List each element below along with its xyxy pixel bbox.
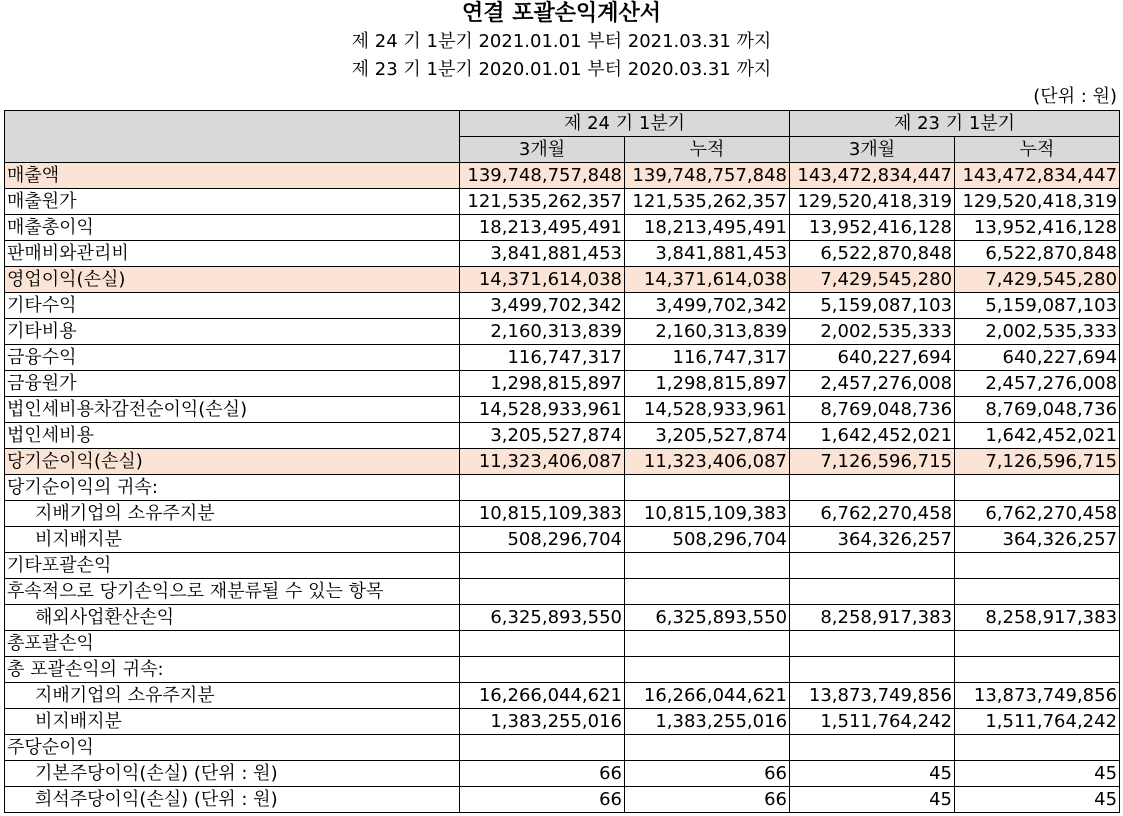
row-value-v2: 66 (625, 761, 790, 787)
table-row (5, 371, 1120, 397)
row-value-v3 (790, 631, 955, 657)
row-value-v4: 1,642,452,021 (955, 423, 1120, 449)
table-row (5, 527, 1120, 553)
table-row (5, 241, 1120, 267)
row-label: 지배기업의 소유주지분 (5, 683, 460, 709)
row-value-v4: 8,258,917,383 (955, 605, 1120, 631)
row-value-v4 (955, 475, 1120, 501)
row-value-v1: 1,383,255,016 (460, 709, 625, 735)
table-row (5, 267, 1120, 293)
row-value-v3: 13,873,749,856 (790, 683, 955, 709)
row-value-v1: 18,213,495,491 (460, 215, 625, 241)
row-value-v4: 6,522,870,848 (955, 241, 1120, 267)
row-value-v4: 8,769,048,736 (955, 397, 1120, 423)
row-label: 기타비용 (5, 319, 460, 345)
header-current-3month: 3개월 (460, 137, 625, 163)
row-value-v1: 1,298,815,897 (460, 371, 625, 397)
row-value-v4 (955, 579, 1120, 605)
row-value-v1 (460, 553, 625, 579)
row-value-v3: 143,472,834,447 (790, 163, 955, 189)
row-value-v1: 3,205,527,874 (460, 423, 625, 449)
row-label: 당기순이익(손실) (5, 449, 460, 475)
row-value-v2: 3,499,702,342 (625, 293, 790, 319)
row-label: 법인세비용 (5, 423, 460, 449)
row-value-v1: 121,535,262,357 (460, 189, 625, 215)
header-prior-cumulative: 누적 (955, 137, 1120, 163)
row-value-v2 (625, 553, 790, 579)
row-value-v4: 640,227,694 (955, 345, 1120, 371)
row-value-v1 (460, 657, 625, 683)
row-label: 지배기업의 소유주지분 (5, 501, 460, 527)
row-value-v2 (625, 631, 790, 657)
row-label: 주당순이익 (5, 735, 460, 761)
row-value-v4: 1,511,764,242 (955, 709, 1120, 735)
row-value-v2: 14,371,614,038 (625, 267, 790, 293)
row-value-v3: 5,159,087,103 (790, 293, 955, 319)
row-value-v1: 3,499,702,342 (460, 293, 625, 319)
row-label: 금융수익 (5, 345, 460, 371)
row-value-v2: 66 (625, 787, 790, 813)
row-label: 희석주당이익(손실) (단위 : 원) (5, 787, 460, 813)
period-current: 제 24 기 1분기 2021.01.01 부터 2021.03.31 까지 (351, 31, 772, 52)
row-value-v2 (625, 657, 790, 683)
row-value-v4: 45 (955, 787, 1120, 813)
row-value-v1: 14,371,614,038 (460, 267, 625, 293)
row-value-v2: 18,213,495,491 (625, 215, 790, 241)
report-title: 연결 포괄손익계산서 (462, 1, 661, 26)
row-value-v4: 6,762,270,458 (955, 501, 1120, 527)
period-prior: 제 23 기 1분기 2020.01.01 부터 2020.03.31 까지 (351, 59, 772, 80)
row-value-v4 (955, 735, 1120, 761)
row-value-v2: 3,205,527,874 (625, 423, 790, 449)
row-value-v3: 2,002,535,333 (790, 319, 955, 345)
row-value-v2: 10,815,109,383 (625, 501, 790, 527)
table-row (5, 657, 1120, 683)
row-value-v3: 1,642,452,021 (790, 423, 955, 449)
row-value-v2: 508,296,704 (625, 527, 790, 553)
row-value-v1 (460, 631, 625, 657)
row-value-v3 (790, 579, 955, 605)
row-label: 비지배지분 (5, 527, 460, 553)
header-prior-3month: 3개월 (790, 137, 955, 163)
row-value-v3: 129,520,418,319 (790, 189, 955, 215)
row-value-v4: 129,520,418,319 (955, 189, 1120, 215)
header-row-groups (5, 111, 1120, 137)
row-value-v1: 66 (460, 787, 625, 813)
row-label: 판매비와관리비 (5, 241, 460, 267)
row-value-v1 (460, 735, 625, 761)
row-value-v1: 16,266,044,621 (460, 683, 625, 709)
table-row (5, 475, 1120, 501)
row-value-v3: 364,326,257 (790, 527, 955, 553)
row-value-v3: 1,511,764,242 (790, 709, 955, 735)
table-row (5, 631, 1120, 657)
table-row (5, 709, 1120, 735)
table-row (5, 501, 1120, 527)
row-value-v3: 7,429,545,280 (790, 267, 955, 293)
report-header (0, 0, 1123, 84)
row-value-v3: 2,457,276,008 (790, 371, 955, 397)
table-row (5, 605, 1120, 631)
header-current-cumulative: 누적 (625, 137, 790, 163)
row-value-v3: 640,227,694 (790, 345, 955, 371)
row-value-v2: 121,535,262,357 (625, 189, 790, 215)
row-value-v3: 8,258,917,383 (790, 605, 955, 631)
table-row (5, 319, 1120, 345)
unit-label: (단위 : 원) (1033, 86, 1117, 107)
row-value-v4: 7,429,545,280 (955, 267, 1120, 293)
table-row (5, 683, 1120, 709)
row-label: 법인세비용차감전순이익(손실) (5, 397, 460, 423)
row-value-v4 (955, 631, 1120, 657)
row-value-v4: 45 (955, 761, 1120, 787)
header-group-prior: 제 23 기 1분기 (790, 111, 1120, 137)
row-label: 비지배지분 (5, 709, 460, 735)
row-value-v3: 7,126,596,715 (790, 449, 955, 475)
row-label: 해외사업환산손익 (5, 605, 460, 631)
row-value-v2: 2,160,313,839 (625, 319, 790, 345)
row-value-v2 (625, 579, 790, 605)
row-value-v1: 6,325,893,550 (460, 605, 625, 631)
table-row (5, 449, 1120, 475)
row-label: 총포괄손익 (5, 631, 460, 657)
row-value-v1 (460, 475, 625, 501)
row-label: 후속적으로 당기손익으로 재분류될 수 있는 항목 (5, 579, 460, 605)
row-value-v2: 116,747,317 (625, 345, 790, 371)
row-value-v2: 139,748,757,848 (625, 163, 790, 189)
table-row (5, 787, 1120, 813)
row-value-v2 (625, 475, 790, 501)
row-value-v4: 5,159,087,103 (955, 293, 1120, 319)
row-value-v4: 364,326,257 (955, 527, 1120, 553)
row-value-v4: 7,126,596,715 (955, 449, 1120, 475)
row-value-v3: 6,762,270,458 (790, 501, 955, 527)
table-row (5, 163, 1120, 189)
row-value-v3: 45 (790, 761, 955, 787)
table-row (5, 735, 1120, 761)
row-label: 총 포괄손익의 귀속: (5, 657, 460, 683)
table-row (5, 345, 1120, 371)
row-value-v3: 45 (790, 787, 955, 813)
row-value-v1: 3,841,881,453 (460, 241, 625, 267)
row-value-v1: 139,748,757,848 (460, 163, 625, 189)
row-value-v2: 11,323,406,087 (625, 449, 790, 475)
income-statement-table (4, 110, 1120, 813)
row-label: 기타수익 (5, 293, 460, 319)
row-value-v3 (790, 735, 955, 761)
table-row (5, 579, 1120, 605)
row-value-v2: 6,325,893,550 (625, 605, 790, 631)
row-label: 매출원가 (5, 189, 460, 215)
row-value-v3 (790, 475, 955, 501)
row-label: 매출총이익 (5, 215, 460, 241)
row-label: 기본주당이익(손실) (단위 : 원) (5, 761, 460, 787)
row-value-v4: 13,952,416,128 (955, 215, 1120, 241)
row-value-v2: 3,841,881,453 (625, 241, 790, 267)
row-label: 금융원가 (5, 371, 460, 397)
row-value-v1: 11,323,406,087 (460, 449, 625, 475)
table-row (5, 397, 1120, 423)
row-label: 영업이익(손실) (5, 267, 460, 293)
row-value-v3 (790, 553, 955, 579)
row-value-v2: 14,528,933,961 (625, 397, 790, 423)
row-value-v1: 66 (460, 761, 625, 787)
row-value-v3 (790, 657, 955, 683)
header-group-current: 제 24 기 1분기 (460, 111, 790, 137)
row-value-v1: 508,296,704 (460, 527, 625, 553)
row-value-v2: 1,383,255,016 (625, 709, 790, 735)
row-value-v1: 14,528,933,961 (460, 397, 625, 423)
table-row (5, 189, 1120, 215)
table-row (5, 215, 1120, 241)
row-value-v4: 13,873,749,856 (955, 683, 1120, 709)
table-row (5, 293, 1120, 319)
table-row (5, 761, 1120, 787)
row-value-v3: 13,952,416,128 (790, 215, 955, 241)
row-value-v4 (955, 553, 1120, 579)
row-value-v2 (625, 735, 790, 761)
row-value-v4 (955, 657, 1120, 683)
row-label: 기타포괄손익 (5, 553, 460, 579)
row-label: 매출액 (5, 163, 460, 189)
row-value-v1: 116,747,317 (460, 345, 625, 371)
row-label: 당기순이익의 귀속: (5, 475, 460, 501)
row-value-v2: 1,298,815,897 (625, 371, 790, 397)
row-value-v3: 8,769,048,736 (790, 397, 955, 423)
row-value-v1: 2,160,313,839 (460, 319, 625, 345)
header-account (5, 111, 460, 163)
row-value-v1: 10,815,109,383 (460, 501, 625, 527)
row-value-v4: 2,002,535,333 (955, 319, 1120, 345)
row-value-v3: 6,522,870,848 (790, 241, 955, 267)
row-value-v4: 2,457,276,008 (955, 371, 1120, 397)
row-value-v1 (460, 579, 625, 605)
row-value-v2: 16,266,044,621 (625, 683, 790, 709)
row-value-v4: 143,472,834,447 (955, 163, 1120, 189)
table-row (5, 423, 1120, 449)
table-row (5, 553, 1120, 579)
